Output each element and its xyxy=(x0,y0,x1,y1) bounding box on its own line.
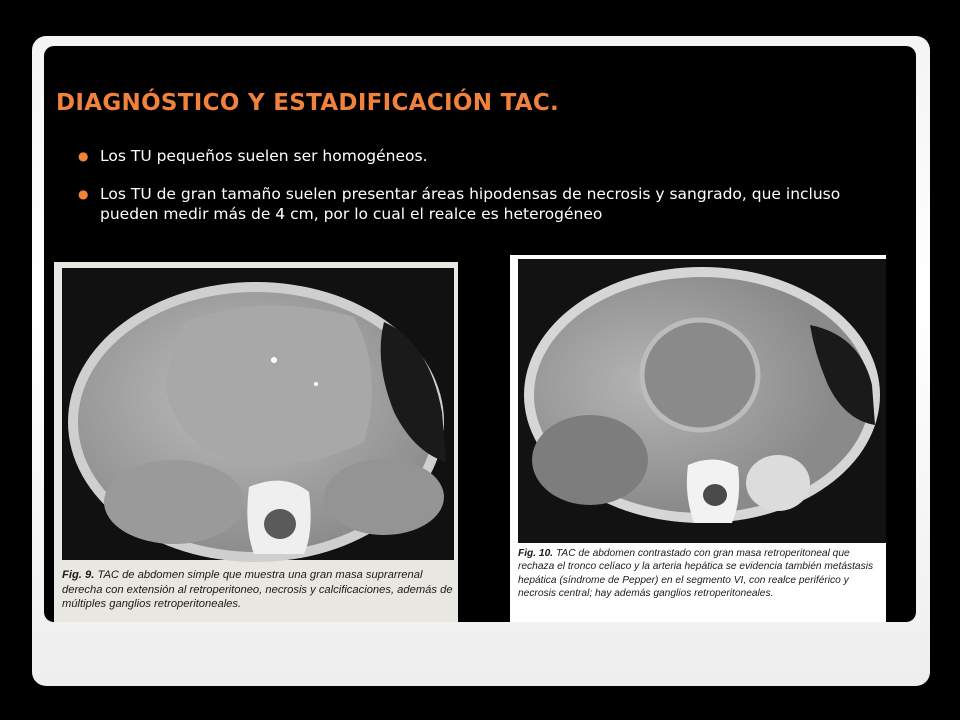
figure-label: Fig. 10. xyxy=(518,548,554,559)
figure-caption xyxy=(62,568,454,612)
ct-scan-image xyxy=(54,262,458,567)
bullet-text: Los TU pequeños suelen ser homogéneos. xyxy=(100,147,428,165)
figure-10 xyxy=(510,255,886,622)
figure-caption-text: TAC de abdomen simple que muestra una gran masa suprarrenal derecha con extensión al retroperitoneo, necrosis y calcificaciones, además de múltiples ganglios retroperitoneales. xyxy=(62,569,453,610)
bullet-text: Los TU de gran tamaño suelen presentar áreas hipodensas de necrosis y sangrado, que incluso pueden medir más de 4 cm, por lo cual el realce es heterogéneo xyxy=(100,185,841,223)
slide-title: DIAGNÓSTICO Y ESTADIFICACIÓN TAC. xyxy=(56,90,560,116)
bullet-item xyxy=(78,184,898,224)
bullet-item xyxy=(78,146,898,166)
figure-caption xyxy=(518,547,886,601)
bullet-dot-icon: ● xyxy=(78,187,89,201)
bullet-dot-icon: ● xyxy=(78,149,89,163)
ct-scan-image xyxy=(510,255,886,543)
figure-caption-text: TAC de abdomen contrastado con gran masa retroperitoneal que rechaza el tronco celíaco y la arteria hepática se evidencia también metástasis hepática (síndrome de Pepper) en el segmento VI, con realce periférico y necrosis central; hay además ganglios retroperitoneales. xyxy=(518,548,874,600)
figure-9 xyxy=(54,262,458,622)
bullet-list xyxy=(78,146,898,242)
figure-label: Fig. 9. xyxy=(62,569,95,581)
